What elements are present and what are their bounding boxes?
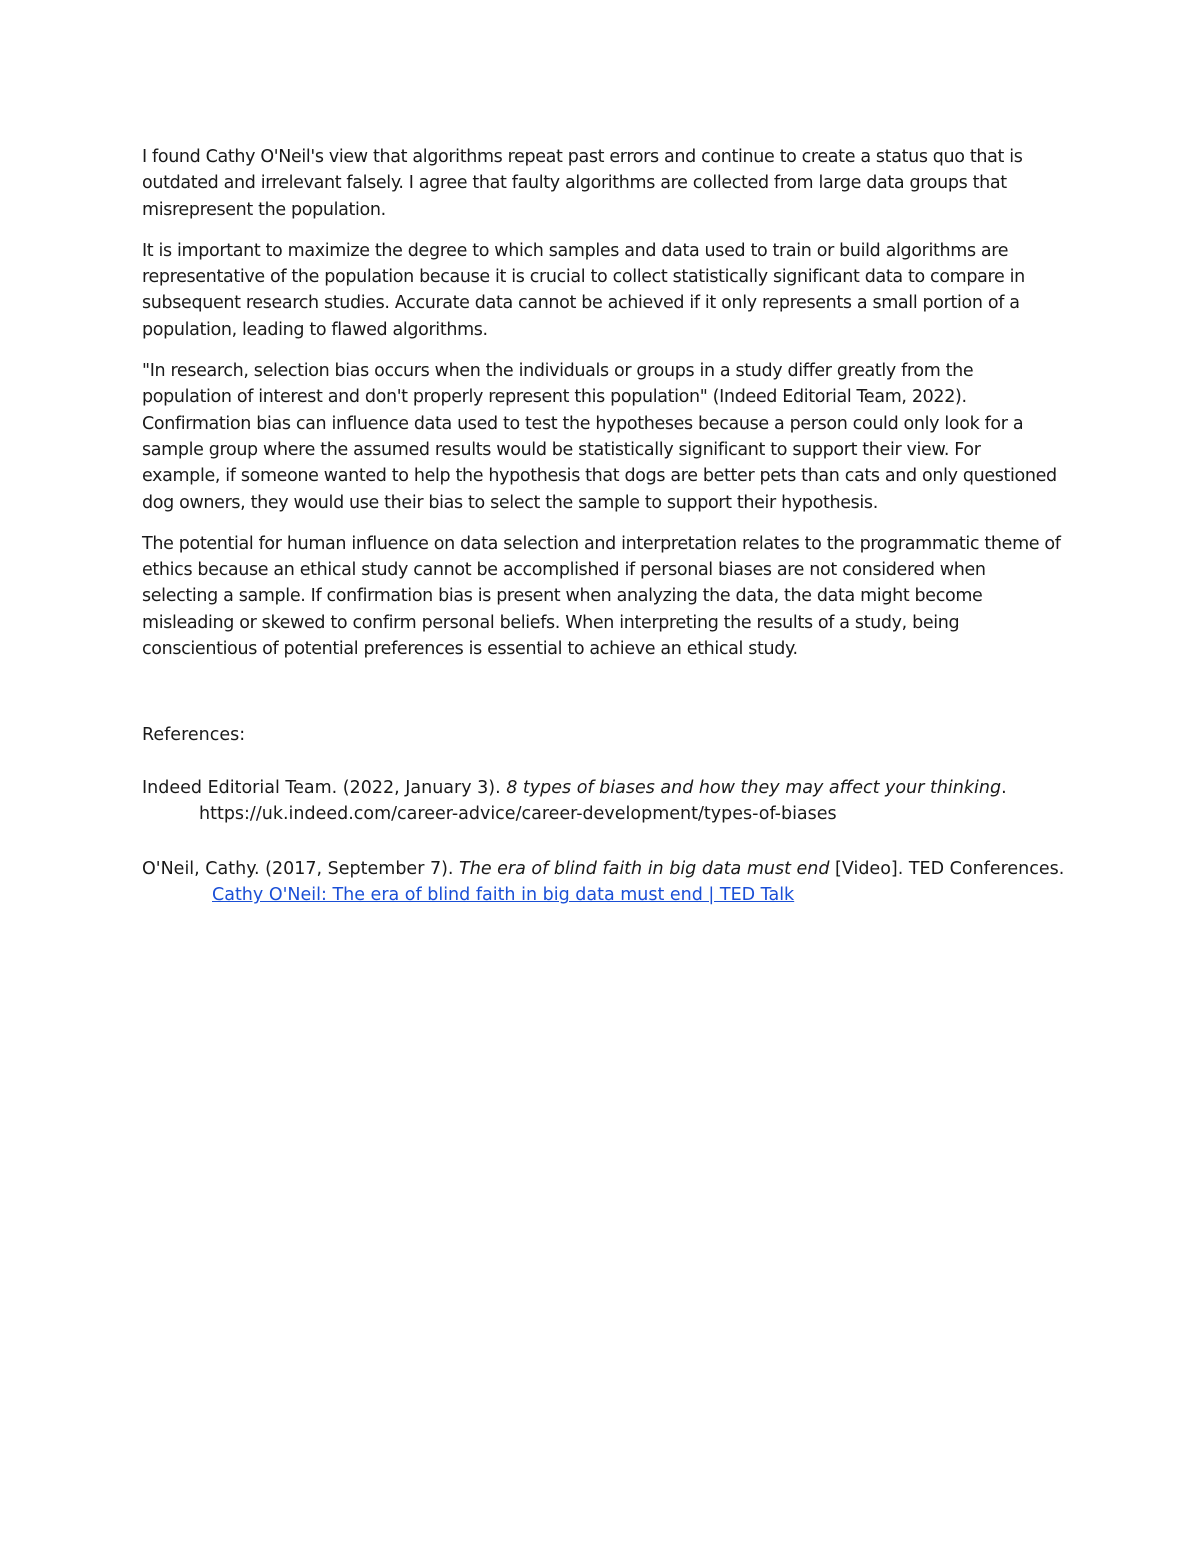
paragraph-3: "In research, selection bias occurs when the individuals or groups in a study differ greatly from the population of interest and don't properly represent this population" (Indeed Editorial Team, 2022). Confirmation bias can influence data used to test the hypotheses because a person could only look for a sample group where the assumed results would be statistically significant to support their view. For example, if someone wanted to help the hypothesis that dogs are better pets than cats and only questioned dog owners, they would use their bias to select the sample to support their hypothesis. [142, 361, 1057, 513]
reference-title: The era of blind faith in big data must end [459, 859, 830, 879]
reference-author-date: Indeed Editorial Team. (2022, January 3). [142, 778, 507, 798]
reference-indeed [142, 775, 1082, 828]
reference-title: 8 types of biases and how they may affect your thinking [506, 778, 1002, 798]
reference-tail: . [1001, 778, 1007, 798]
reference-author-date: O'Neil, Cathy. (2017, September 7). [142, 859, 460, 879]
paragraph-4: The potential for human influence on data selection and interpretation relates to the programmatic theme of ethics because an ethical study cannot be accomplished if personal biases are not considered when selecting a sample. If confirmation bias is present when analyzing the data, the data might become misleading or skewed to confirm personal beliefs. When interpreting the results of a study, being conscientious of potential preferences is essential to achieve an ethical study. [142, 533, 1061, 660]
paragraph-2: It is important to maximize the degree to which samples and data used to train or build algorithms are representative of the population because it is crucial to collect statistically significant data to compare in subsequent research studies. Accurate data cannot be achieved if it only represents a small portion of a population, leading to flawed algorithms. [142, 240, 1025, 340]
ted-talk-link[interactable]: Cathy O'Neil: The era of blind faith in big data must end | TED Talk [212, 885, 795, 906]
reference-url: https://uk.indeed.com/career-advice/career-development/types-of-biases [199, 804, 837, 825]
paragraph-1: I found Cathy O'Neil's view that algorithms repeat past errors and continue to create a status quo that is outdated and irrelevant falsely. I agree that faulty algorithms are collected from large data groups that misrepresent the population. [142, 147, 1023, 220]
reference-oneil [142, 856, 1082, 909]
essay-body [142, 144, 1062, 677]
reference-tail: [Video]. TED Conferences. [829, 859, 1065, 879]
references-heading: References: [142, 725, 246, 745]
